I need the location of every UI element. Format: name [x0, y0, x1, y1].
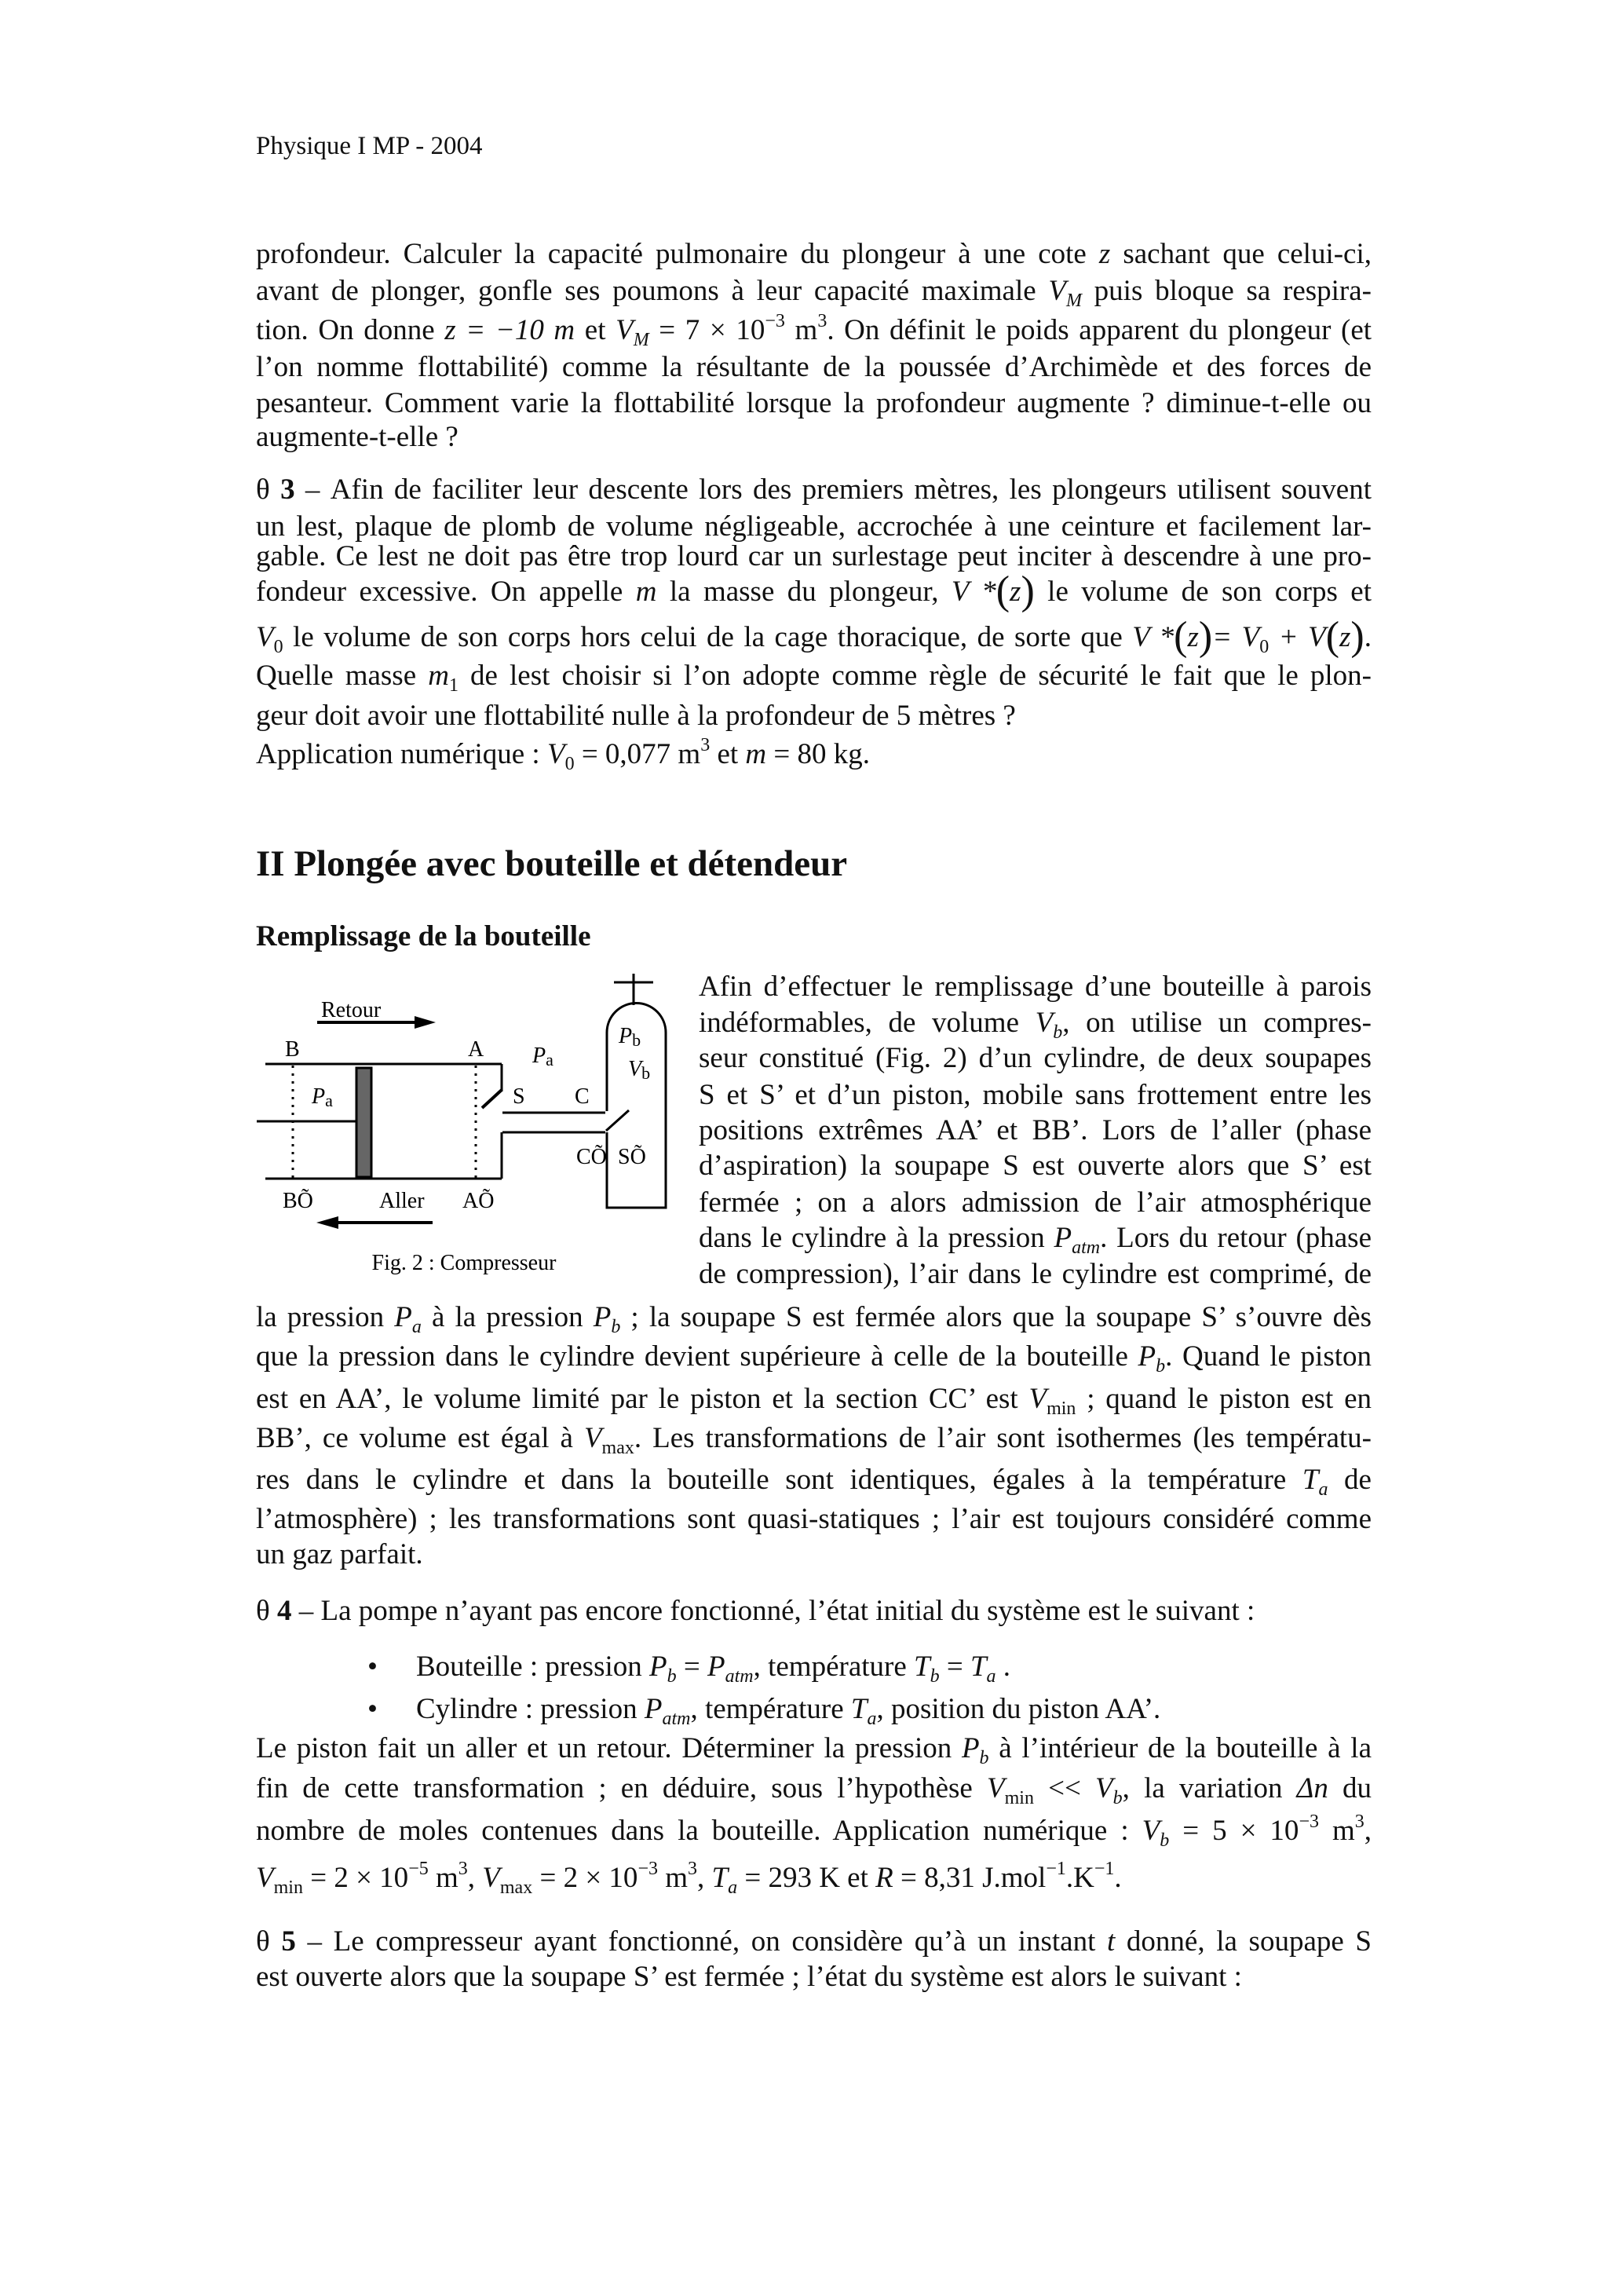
label-b: B: [285, 1037, 300, 1062]
valve-s-prime: [606, 1110, 629, 1131]
label-retour: Retour: [321, 998, 382, 1022]
label-pa-outside: Pa: [532, 1044, 553, 1069]
theta-marker: θ: [256, 473, 270, 506]
theta-marker: θ: [256, 1925, 270, 1958]
text-line: gable. Ce lest ne doit pas être trop lourd car un surlestage peut inciter à descendre à une pro-: [256, 540, 1372, 572]
label-c-prime: CÕ: [576, 1145, 607, 1169]
text-line: de compression), l’air dans le cylindre est comprimé, de: [699, 1258, 1372, 1290]
question-number: 3: [280, 473, 295, 506]
section-subtitle: Remplissage de la bouteille: [256, 920, 591, 952]
label-vb: Vb: [628, 1057, 651, 1083]
text-line: $V_0$ le volume de son corps hors celui de la cage thoracique, de sorte que V $*(z)= V_0 + V(z)$.: [256, 614, 1372, 659]
label-b-prime: BÕ: [283, 1189, 313, 1213]
theta-marker: θ: [256, 1595, 270, 1627]
piston: [356, 1068, 371, 1177]
label-aller: Aller: [379, 1189, 425, 1213]
text-line: avant de plonger, gonfle ses poumons à leur capacité maximale $V_M$ puis bloque sa respira-: [256, 275, 1372, 311]
text-line: l’on nomme flottabilité) comme la résultante de la poussée d’Archimède et des forces de: [256, 351, 1372, 383]
text-line: Afin d’effectuer le remplissage d’une bouteille à parois: [699, 971, 1372, 1003]
text-line: fondeur excessive. On appelle m la masse du plongeur, V *(z) le volume de son corps et: [256, 569, 1372, 613]
text-line: θ 4 – La pompe n’ayant pas encore fonctionné, l’état initial du système est le suivant :: [256, 1595, 1255, 1627]
question-number: 5: [281, 1925, 296, 1958]
text-line: Quelle masse $m_1$ de lest choisir si l’on adopte comme règle de sécurité le fait que le plon-: [256, 660, 1372, 696]
label-s-prime: SÕ: [618, 1145, 646, 1169]
page-header: Physique I MP - 2004: [256, 132, 483, 160]
text-line: d’aspiration) la soupape S est ouverte alors que S’ est: [699, 1150, 1372, 1182]
label-pa-cylinder: Pa: [312, 1084, 333, 1110]
text-line: Le piston fait un aller et un retour. Déterminer la pression $P_b$ à l’intérieur de la bouteille à la: [256, 1732, 1372, 1768]
section-title: II Plongée avec bouteille et détendeur: [256, 843, 848, 884]
bullet-icon: •: [367, 1651, 378, 1683]
text-line: l’atmosphère) ; les transformations sont quasi-statiques ; l’air est toujours considéré comme: [256, 1503, 1372, 1535]
text-line: que la pression dans le cylindre devient supérieure à celle de la bouteille $P_b$. Quand le piston: [256, 1340, 1372, 1377]
text-line: positions extrêmes AA’ et BB’. Lors de l’aller (phase: [699, 1114, 1372, 1146]
text-line: dans le cylindre à la pression $P_{atm}$. Lors du retour (phase: [699, 1222, 1372, 1258]
label-c: C: [575, 1084, 590, 1109]
text-line: nombre de moles contenues dans la bouteille. Application numérique : $V_b = 5 \times 10^{-3}$ $m^3$,: [256, 1812, 1372, 1851]
text-line: S et S’ et d’un piston, mobile sans frottement entre les: [699, 1079, 1372, 1111]
text-line: seur constitué (Fig. 2) d’un cylindre, de deux soupapes: [699, 1042, 1372, 1074]
text-line: un gaz parfait.: [256, 1538, 423, 1570]
text-line: fermée ; on a alors admission de l’air atmosphérique: [699, 1186, 1372, 1219]
bullet-icon: •: [367, 1693, 378, 1725]
text-line: est en AA’, le volume limité par le piston et la section CC’ est $V_{min}$ ; quand le piston est en: [256, 1383, 1372, 1419]
list-item: • Bouteille : pression $P_b = P_{atm}$, température $T_b = T_a$ .: [367, 1651, 1011, 1687]
text-line: $V_{min} = 2 \times 10^{-5}$ $m^3$, $V_{max} = 2 \times 10^{-3}$ $m^3$, $T_a = 293$ K et R = 8,31 $J.mol^{-1}.K^{-1}$.: [256, 1859, 1122, 1898]
valve-s: [482, 1090, 502, 1108]
text-line: est ouverte alors que la soupape S’ est fermée ; l’état du système est alors le suivant :: [256, 1961, 1242, 1993]
compressor-diagram: [236, 966, 675, 1296]
text-line: fin de cette transformation ; en déduire, sous l’hypothèse $V_{min} << V_b$, la variation Δn du: [256, 1772, 1372, 1808]
text-line: θ 5 – Le compresseur ayant fonctionné, on considère qu’à un instant t donné, la soupape S: [256, 1925, 1372, 1958]
text-line: BB’, ce volume est égal à $V_{max}$. Les transformations de l’air sont isothermes (les températu-: [256, 1422, 1372, 1458]
figure-caption: Fig. 2 : Compresseur: [371, 1251, 557, 1275]
text-line: res dans le cylindre et dans la bouteille sont identiques, égales à la température $T_a$ de: [256, 1464, 1372, 1500]
label-s: S: [513, 1084, 525, 1109]
text-line: geur doit avoir une flottabilité nulle à la profondeur de 5 mètres ?: [256, 700, 1016, 732]
text-line: augmente-t-elle ?: [256, 421, 458, 453]
text-line: profondeur. Calculer la capacité pulmonaire du plongeur à une cote z sachant que celui-ci,: [256, 238, 1372, 270]
label-pb: Pb: [619, 1024, 641, 1050]
question-number: 4: [276, 1595, 292, 1627]
text-line: θ 3 – Afin de faciliter leur descente lors des premiers mètres, les plongeurs utilisent souvent: [256, 473, 1372, 506]
text-line: indéformables, de volume $V_b$, on utilise un compres-: [699, 1007, 1372, 1043]
text-line: tion. On donne z = −10 m et $V_M = 7 \times 10^{-3}$ $m^3$. On définit le poids apparent du plongeur (et: [256, 311, 1372, 350]
retour-arrow-head: [415, 1016, 436, 1029]
text-line: Application numérique : $V_0 = 0,077$ $m^3$ et m = 80 kg.: [256, 735, 871, 774]
aller-arrow-head: [316, 1216, 338, 1229]
text-line: la pression $P_a$ à la pression $P_b$ ; la soupape S est fermée alors que la soupape S’ s’ouvre dès: [256, 1301, 1372, 1337]
text-line: pesanteur. Comment varie la flottabilité lorsque la profondeur augmente ? diminue-t-elle ou: [256, 387, 1372, 419]
text-line: un lest, plaque de plomb de volume négligeable, accrochée à une ceinture et facilement lar-: [256, 510, 1372, 543]
label-a: A: [468, 1037, 484, 1062]
label-a-prime: AÕ: [462, 1189, 495, 1213]
list-item: • Cylindre : pression $P_{atm}$, température $T_a$, position du piston AA’.: [367, 1693, 1161, 1729]
